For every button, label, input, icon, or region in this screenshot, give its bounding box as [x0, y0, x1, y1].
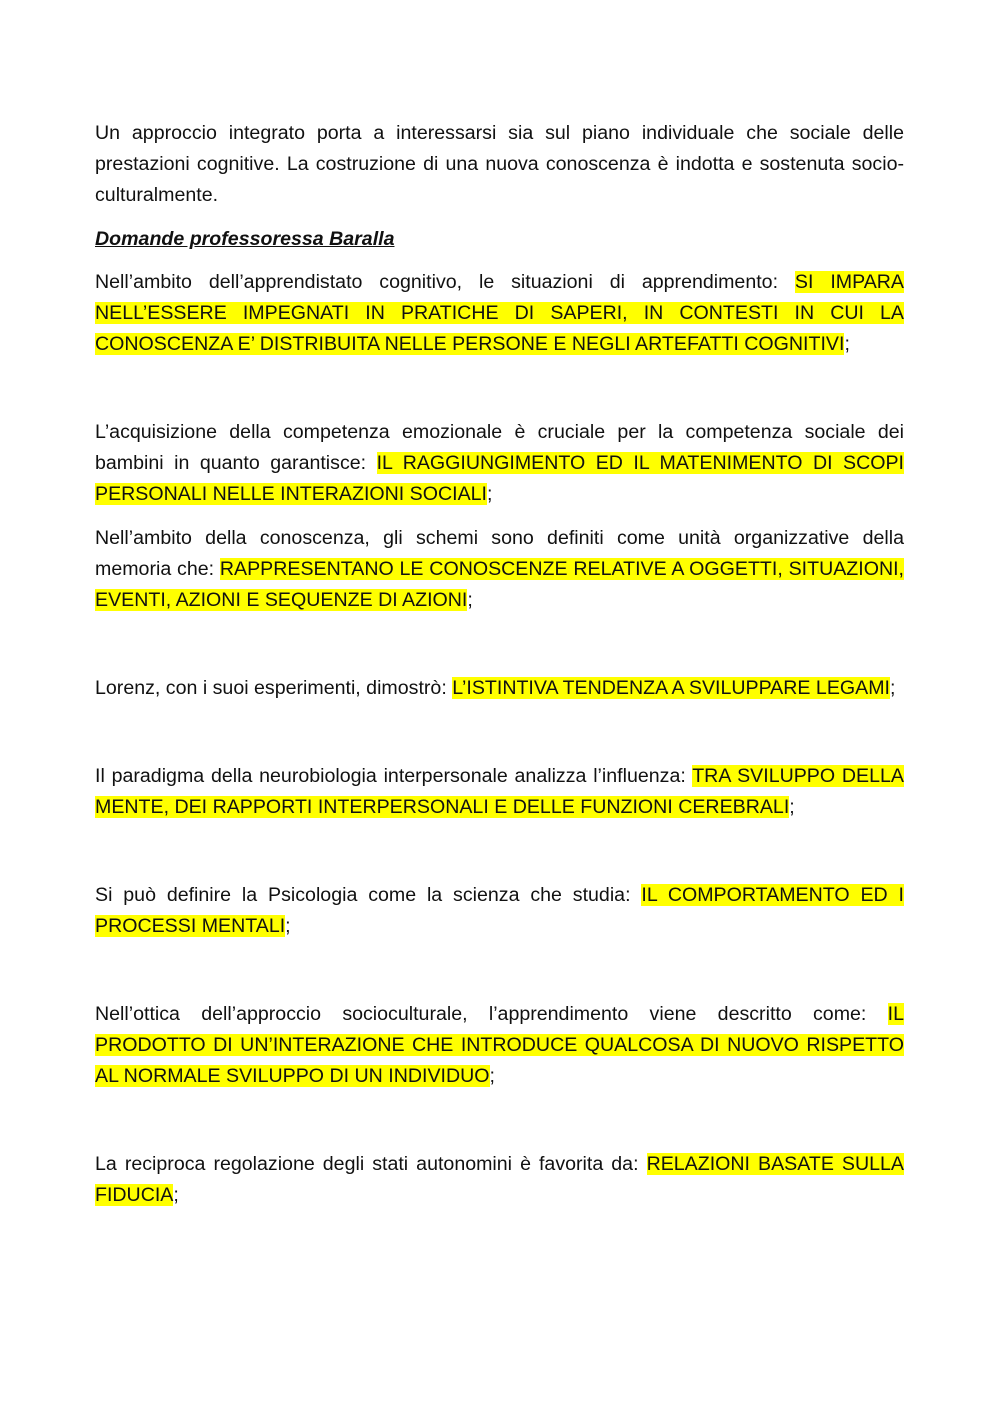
highlighted-answer: RAPPRESENTANO LE CONOSCENZE RELATIVE A OGGETTI, SITUAZIONI, EVENTI, AZIONI E SEQUENZE DI AZIONI [95, 558, 904, 611]
question-text: Nell’ottica dell’approccio socioculturale, l’apprendimento viene descritto come: [95, 1003, 888, 1025]
document-page [95, 118, 904, 1224]
question-end: ; [489, 1065, 495, 1087]
highlighted-answer: IL RAGGIUNGIMENTO ED IL MATENIMENTO DI SCOPI PERSONALI NELLE INTERAZIONI SOCIALI [95, 452, 904, 505]
question-paragraph-7 [95, 999, 904, 1092]
question-paragraph-6 [95, 880, 904, 942]
question-paragraph-1 [95, 267, 904, 360]
highlighted-answer: RELAZIONI BASATE SULLA FIDUCIA [95, 1153, 904, 1206]
question-text: Nell’ambito della conoscenza, gli schemi sono definiti come unità organizzative della memoria che: [95, 527, 904, 580]
question-end: ; [486, 483, 493, 505]
question-text: Si può definire la Psicologia come la scienza che studia: [95, 884, 642, 906]
question-end: ; [789, 796, 795, 818]
highlighted-answer: TRA SVILUPPO DELLA MENTE, DEI RAPPORTI INTERPERSONALI E DELLE FUNZIONI CEREBRALI [95, 765, 904, 818]
question-paragraph-8 [95, 1149, 904, 1211]
question-end: ; [467, 589, 473, 611]
question-paragraph-2 [95, 417, 904, 510]
highlighted-answer: IL COMPORTAMENTO ED I PROCESSI MENTALI [95, 884, 905, 937]
question-text: Lorenz, con i suoi esperimenti, dimostrò: [95, 677, 453, 699]
highlighted-answer: SI IMPARA NELL’ESSERE IMPEGNATI IN PRATICHE DI SAPERI, IN CONTESTI IN CUI LA CONOSCENZA E’ DISTRIBUITA NELLE PERSONE E NEGLI ARTEFATTI COGNITIVI [95, 271, 904, 355]
question-paragraph-4 [95, 673, 904, 704]
highlighted-answer: IL PRODOTTO DI UN’INTERAZIONE CHE INTRODUCE QUALCOSA DI NUOVO RISPETTO AL NORMALE SVILUPPO DI UN INDIVIDUO [95, 1003, 904, 1087]
intro-paragraph: Un approccio integrato porta a interessarsi sia sul piano individuale che sociale delle prestazioni cognitive. La costruzione di una nuova conoscenza è indotta e sostenuta socio-culturalmente. [95, 122, 904, 206]
question-end: ; [173, 1184, 179, 1206]
question-paragraph-3 [95, 523, 904, 616]
section-heading: Domande professoressa Baralla [95, 228, 395, 250]
question-paragraph-5 [95, 761, 904, 823]
question-text: La reciproca regolazione degli stati autonomini è favorita da: [95, 1153, 647, 1175]
question-text: Nell’ambito dell’apprendistato cognitivo, le situazioni di apprendimento: [95, 271, 795, 293]
question-end: ; [285, 915, 291, 937]
question-end: ; [844, 333, 850, 355]
question-text: L’acquisizione della competenza emozionale è cruciale per la competenza sociale dei bambini in quanto garantisce: [95, 421, 904, 474]
question-end: ; [889, 677, 896, 699]
highlighted-answer: L’ISTINTIVA TENDENZA A SVILUPPARE LEGAMI [452, 677, 890, 699]
question-text: Il paradigma della neurobiologia interpersonale analizza l’influenza: [95, 765, 693, 787]
